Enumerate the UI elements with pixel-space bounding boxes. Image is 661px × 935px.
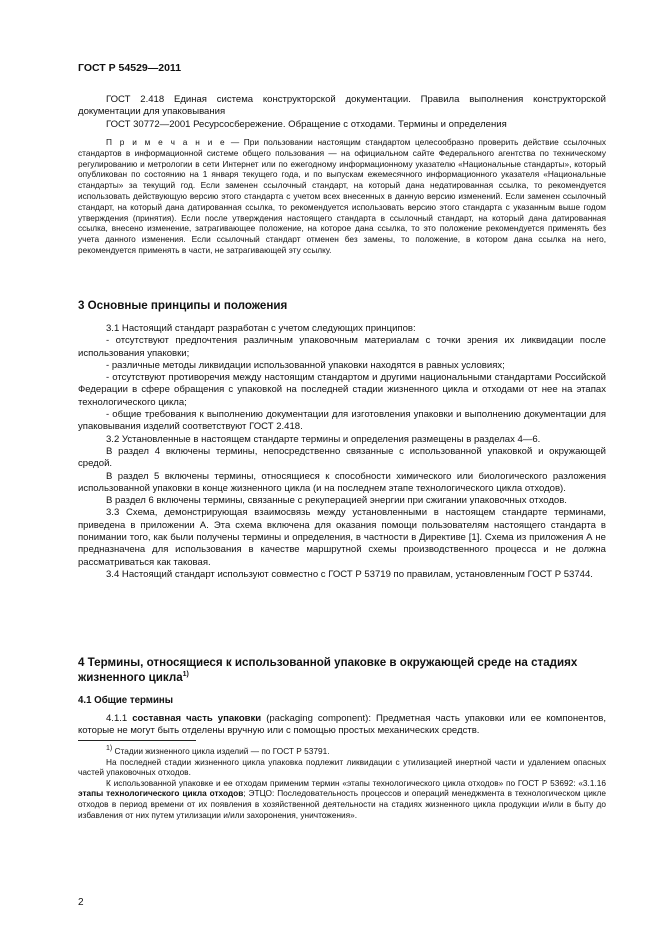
document-header: ГОСТ Р 54529—2011 xyxy=(78,62,182,74)
paragraph: 3.1 Настоящий стандарт разработан с учетом следующих принципов: xyxy=(106,323,416,334)
paragraph: В раздел 5 включены термины, относящиеся к способности химического или биологического разложения использованной упаковки в конце жизненного цикла (и на последнем этапе технологического цикла отходов). xyxy=(78,470,606,494)
paragraph: 3.3 Схема, демонстрирующая взаимосвязь между установленными в настоящем стандарте терминами, приведена в приложении А. Эта схема включена для оказания помощи пользователям настоящего стандарта в понимании того, как были получены термины и определения, в частности в Директиве [1]. Схема из приложения А не предназначена для использования в качестве маршрутной схемы производственного процесса и не должна рассматриваться как таковая. xyxy=(78,507,606,568)
footnote-separator xyxy=(78,740,196,741)
paragraph: - различные методы ликвидации использованной упаковки находятся в равных условиях; xyxy=(106,359,505,371)
footnote-ref: 1) xyxy=(182,671,189,679)
footnote-line xyxy=(78,746,606,757)
footnote-paragraph: На последней стадии жизненного цикла упаковка подлежит ликвидации с утилизацией инертной части и удалением опасных частей упаковочных отходов. xyxy=(78,756,606,778)
footnote-text: Стадии жизненного цикла изделий — по ГОСТ Р 53791. xyxy=(112,746,330,756)
paragraph: - отсутствуют противоречия между настоящим стандартом и другими национальными стандартами Российской Федерации в сфере обращения с упаковкой на последней стадии жизненного цикла и отходами от нее на этапах технологического цикла; xyxy=(78,372,606,408)
section-3-heading: 3 Основные принципы и положения xyxy=(78,299,288,312)
page-number: 2 xyxy=(78,897,84,908)
paragraph: - общие требования к выполнению документации для изготовления упаковки и выполнению документации для упаковывания изделий соответствуют ГОСТ 2.418. xyxy=(78,409,606,433)
footnote-marker: 1) xyxy=(106,745,113,753)
references-block xyxy=(78,94,606,131)
note-text: — При пользовании настоящим стандартом целесообразно проверить действие ссылочных стандартов в информационной системе общего пользования — на официальном сайте Федерального агентства по техническому регулированию и метрологии в сети Интернет или по ежегодному информационному указателю «Национальные стандарты», который опубликован по состоянию на 1 января текущего года, и по выпускам ежемесячного информационного указателя «Национальные стандарты» за текущий год. Если заменен ссылочный стандарт, на который дана недатированная ссылка, то рекомендуется использовать действующую версию этого стандарта с учетом всех внесенных в данную версию изменений. Если заменен ссылочный стандарт, на который дана датированная ссылка, то рекомендуется использовать версию этого стандарта с указанным выше годом утверждения (принятия). Если после утверждения настоящего стандарта в ссылочный стандарт, на который дана датированная ссылка, внесено изменение, затрагивающее положение, на которое дана ссылка, то это положение рекомендуется применять без учета данного изменения. Если ссылочный стандарт отменен без замены, то положение, в котором дана ссылка на него, рекомендуется применять в части, не затрагивающей эту ссылку. xyxy=(78,137,606,255)
reference-item: ГОСТ 30772—2001 Ресурсосбережение. Обращение с отходами. Термины и определения xyxy=(106,118,507,130)
term-definition: (packaging component): Предметная часть упаковки или ее компонентов, которые не могут быть отделены вручную или с помощью простых механических средств. xyxy=(78,713,606,737)
section-4-heading-text: 4 Термины, относящиеся к использованной упаковке в окружающей среде на стадиях жизненного цикла xyxy=(78,656,578,684)
note-block xyxy=(78,137,606,256)
footnote-text: ; ЭТЦО: Последовательность процессов и операций менеджмента в технологическом цикле отходов в период времени от их появления в хозяйственной деятельности на стадиях жизненного цикла продукции и/или в быту до избавления от них путем утилизации и/или захоронения, уничтожения». xyxy=(78,788,607,820)
footnote-text: К использованной упаковке и ее отходам применим термин «этапы технологического цикла отходов» по ГОСТ Р 53692: «3.1.16 xyxy=(106,777,606,788)
footnote-block xyxy=(78,746,606,820)
paragraph: В раздел 4 включены термины, непосредственно связанные с использованной упаковкой и окружающей средой. xyxy=(78,445,606,470)
paragraph: В раздел 6 включены термины, связанные с рекуперацией энергии при сжигании упаковочных отходов. xyxy=(106,495,567,507)
reference-item: ГОСТ 2.418 Единая система конструкторской документации. Правила выполнения конструкторской документации для упаковывания xyxy=(78,94,606,118)
term-number: 4.1.1 xyxy=(106,713,133,724)
term-entry xyxy=(78,713,606,738)
subsection-4-1-heading: 4.1 Общие термины xyxy=(78,695,174,706)
section-4 xyxy=(78,655,606,738)
paragraph: - отсутствуют предпочтения различным упаковочным материалам с точки зрения их ликвидации после использования упаковки; xyxy=(78,335,606,359)
paragraph: 3.2 Установленные в настоящем стандарте термины и определения размещены в разделах 4—6. xyxy=(106,433,541,445)
section-3 xyxy=(78,298,606,581)
footnote-term: этапы технологического цикла отходов xyxy=(78,788,244,799)
paragraph: 3.4 Настоящий стандарт используют совместно с ГОСТ Р 53719 по правилам, установленным ГОСТ Р 53744. xyxy=(106,568,593,580)
term-name: составная часть упаковки xyxy=(132,713,262,724)
section-4-heading xyxy=(78,655,606,685)
footnote-paragraph xyxy=(78,778,606,820)
note-label: П р и м е ч а н и е xyxy=(106,137,227,147)
note-paragraph xyxy=(78,137,606,256)
